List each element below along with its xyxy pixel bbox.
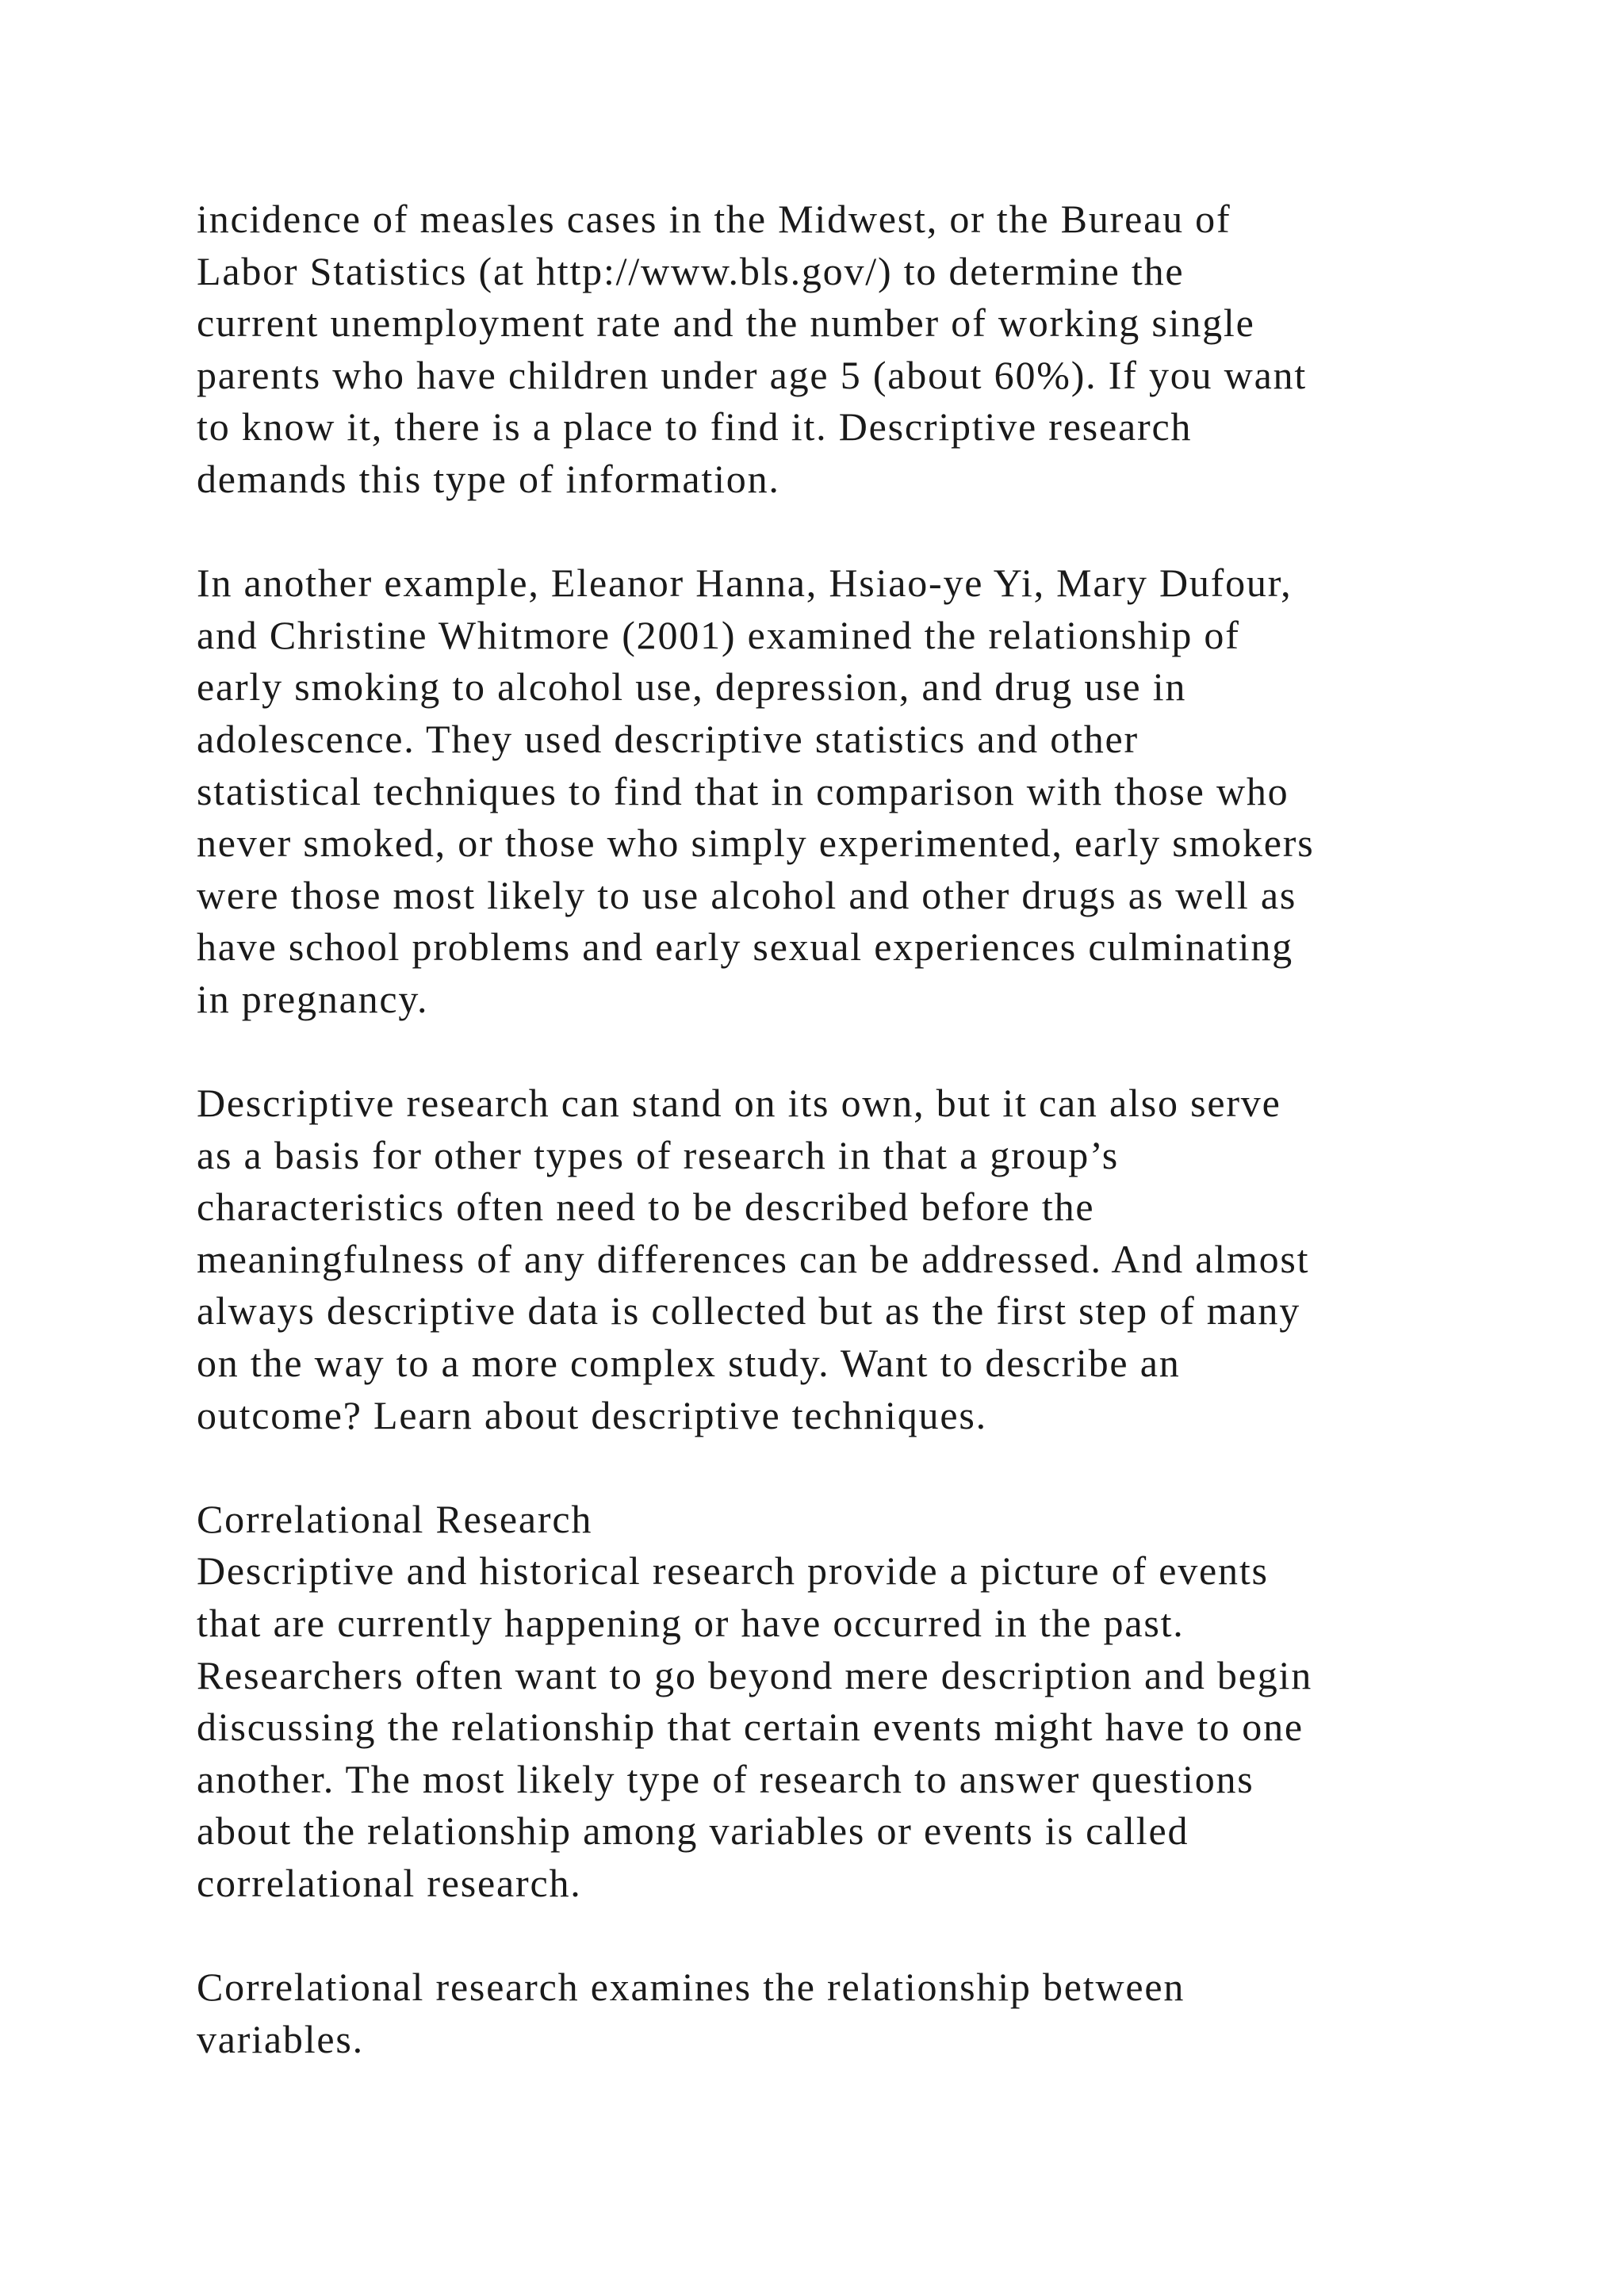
text-line: Correlational research examines the relationship between [197,1965,1185,2010]
paragraph-2 [197,557,1497,1025]
paragraph-3 [197,1077,1497,1441]
text-line: In another example, Eleanor Hanna, Hsiao-ye Yi, Mary Dufour, [197,561,1293,606]
text-line: and Christine Whitmore (2001) examined the relationship of [197,612,1240,657]
text-line: discussing the relationship that certain events might have to one [197,1705,1304,1750]
text-line: meaningfulness of any differences can be addressed. And almost [197,1236,1310,1281]
paragraph-gap [197,1026,1497,1078]
section-heading: Correlational Research [197,1496,593,1541]
text-line: adolescence. They used descriptive statistics and other [197,716,1139,761]
paragraph-gap [197,506,1497,558]
paragraph-1 [197,193,1497,506]
text-line: outcome? Learn about descriptive techniques. [197,1392,987,1437]
document-body [197,193,1497,2065]
text-line: current unemployment rate and the number of working single [197,300,1255,346]
paragraph-4 [197,1494,1497,1910]
paragraph-gap [197,1910,1497,1962]
text-line: incidence of measles cases in the Midwest, or the Bureau of [197,197,1231,241]
text-line: about the relationship among variables or events is called [197,1808,1189,1854]
text-line: statistical techniques to find that in comparison with those who [197,768,1289,813]
paragraph-gap [197,1441,1497,1494]
paragraph-5 [197,1961,1497,2065]
text-line: were those most likely to use alcohol and other drugs as well as [197,872,1297,917]
text-line: always descriptive data is collected but as the first step of many [197,1288,1301,1334]
text-line: Descriptive and historical research provide a picture of events [197,1548,1269,1594]
text-line: characteristics often need to be described before the [197,1184,1095,1230]
text-line: demands this type of information. [197,456,780,501]
text-line: to know it, there is a place to find it. Descriptive research [197,404,1193,450]
text-line: variables. [197,2016,364,2061]
text-line: in pregnancy. [197,976,429,1021]
text-line: Descriptive research can stand on its own, but it can also serve [197,1081,1281,1126]
text-line: Researchers often want to go beyond mere description and begin [197,1652,1313,1697]
text-line: correlational research. [197,1861,582,1905]
text-line: never smoked, or those who simply experimented, early smokers [197,821,1315,866]
text-line: Labor Statistics (at http://www.bls.gov/) to determine the [197,248,1185,293]
text-line: have school problems and early sexual experiences culminating [197,924,1293,970]
text-line: as a basis for other types of research in that a group’s [197,1132,1119,1177]
text-line: another. The most likely type of research to answer questions [197,1756,1254,1801]
text-line: on the way to a more complex study. Want to describe an [197,1341,1181,1386]
text-line: that are currently happening or have occurred in the past. [197,1601,1185,1646]
text-line: early smoking to alcohol use, depression, and drug use in [197,664,1187,710]
text-line: parents who have children under age 5 (about 60%). If you want [197,352,1308,397]
